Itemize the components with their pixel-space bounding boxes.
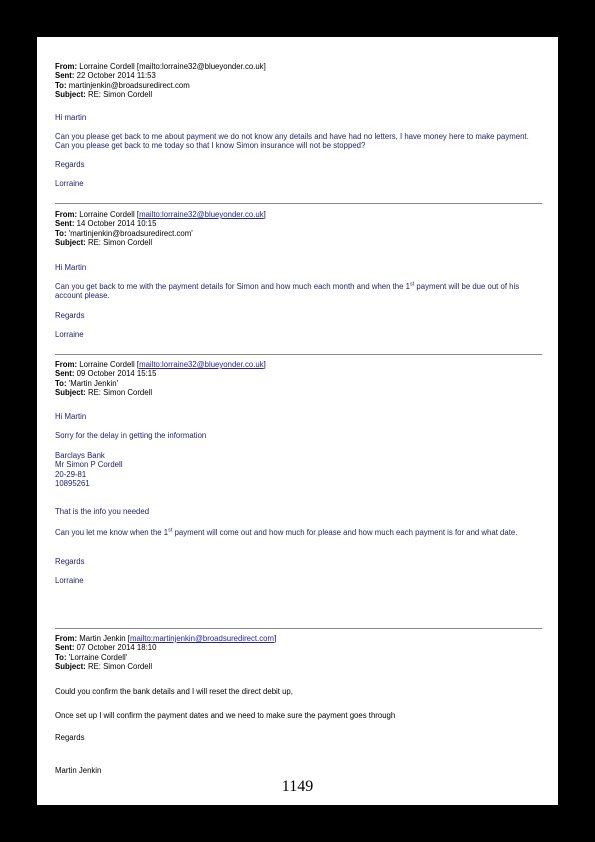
email-regards: Regards	[55, 733, 85, 742]
email-header-1: From: Lorraine Cordell [mailto:lorraine32@blueyonder.co.uk] Sent: 22 October 2014 11:53 To: martinjenkin@broadsuredirect.com Subject: RE: Simon Cordell	[55, 62, 266, 99]
email-sent: 07 October 2014 18:10	[76, 643, 157, 653]
email-to: 'martinjenkin@broadsuredirect.com'	[68, 228, 193, 238]
email-body: Can you let me know when the 1st payment will come out and how much for please and how much each payment is for and what date.	[55, 527, 518, 537]
bank-details: Barclays Bank Mr Simon P Cordell 20-29-81 10895261	[55, 451, 123, 488]
email-body: Can you get back to me with the payment details for Simon and how much each month and when the 1st payment will be due out of his account please.	[55, 281, 520, 301]
email-link[interactable]: mailto:lorraine32@blueyonder.co.uk	[139, 210, 264, 219]
email-link[interactable]: mailto:martinjenkin@broadsuredirect.com	[129, 634, 274, 643]
document-page	[37, 37, 558, 805]
email-to: 'Lorraine Cordell'	[68, 652, 128, 662]
email-line: Could you confirm the bank details and I will reset the direct debit up,	[55, 687, 293, 696]
email-subject: RE: Simon Cordell	[87, 89, 153, 99]
email-regards: Regards	[55, 557, 85, 566]
email-greeting: Hi martin	[55, 113, 87, 122]
email-divider	[55, 203, 542, 204]
email-sent: 22 October 2014 11:53	[76, 71, 156, 81]
email-divider	[55, 628, 542, 629]
email-signature: Lorraine	[55, 330, 84, 339]
email-to: 'Martin Jenkin'	[68, 378, 119, 388]
email-sent: 09 October 2014 15:15	[76, 369, 157, 379]
email-link[interactable]: mailto:lorraine32@blueyonder.co.uk	[139, 360, 264, 369]
email-line: Once set up I will confirm the payment dates and we need to make sure the payment goes through	[55, 711, 396, 720]
email-line: That is the info you needed	[55, 507, 150, 516]
email-signature: Martin Jenkin	[55, 766, 102, 775]
email-divider	[55, 354, 542, 355]
email-header-4: From: Martin Jenkin [mailto:martinjenkin@broadsuredirect.com] Sent: 07 October 2014 18:10 To: 'Lorraine Cordell' Subject: RE: Simon Cordell	[55, 634, 277, 671]
email-line: Sorry for the delay in getting the information	[55, 431, 207, 440]
email-signature: Lorraine	[55, 179, 84, 188]
email-greeting: Hi Martin	[55, 412, 87, 421]
email-signature: Lorraine	[55, 576, 84, 585]
page-number: 1149	[281, 778, 314, 795]
email-greeting: Hi Martin	[55, 263, 87, 272]
email-header-3: From: Lorraine Cordell [mailto:lorraine32@blueyonder.co.uk] Sent: 09 October 2014 15:15 To: 'Martin Jenkin' Subject: RE: Simon Cordell	[55, 360, 266, 397]
email-regards: Regards	[55, 160, 85, 169]
email-from: Lorraine Cordell [mailto:lorraine32@blueyonder.co.uk]	[79, 62, 266, 71]
email-subject: RE: Simon Cordell	[87, 661, 153, 671]
email-sent: 14 October 2014 10:15	[76, 219, 157, 229]
email-body: Can you please get back to me about payment we do not know any details and have had no letters, I have money here to make payment. Can you please get back to me today so that I know Simon insurance will not be stopped?	[55, 132, 529, 151]
email-header-2: From: Lorraine Cordell [mailto:lorraine32@blueyonder.co.uk] Sent: 14 October 2014 10:15 To: 'martinjenkin@broadsuredirect.com' Subject: RE: Simon Cordell	[55, 210, 266, 247]
email-to: martinjenkin@broadsuredirect.com	[68, 80, 190, 90]
email-regards: Regards	[55, 311, 85, 320]
email-subject: RE: Simon Cordell	[87, 237, 153, 247]
email-subject: RE: Simon Cordell	[87, 387, 153, 397]
